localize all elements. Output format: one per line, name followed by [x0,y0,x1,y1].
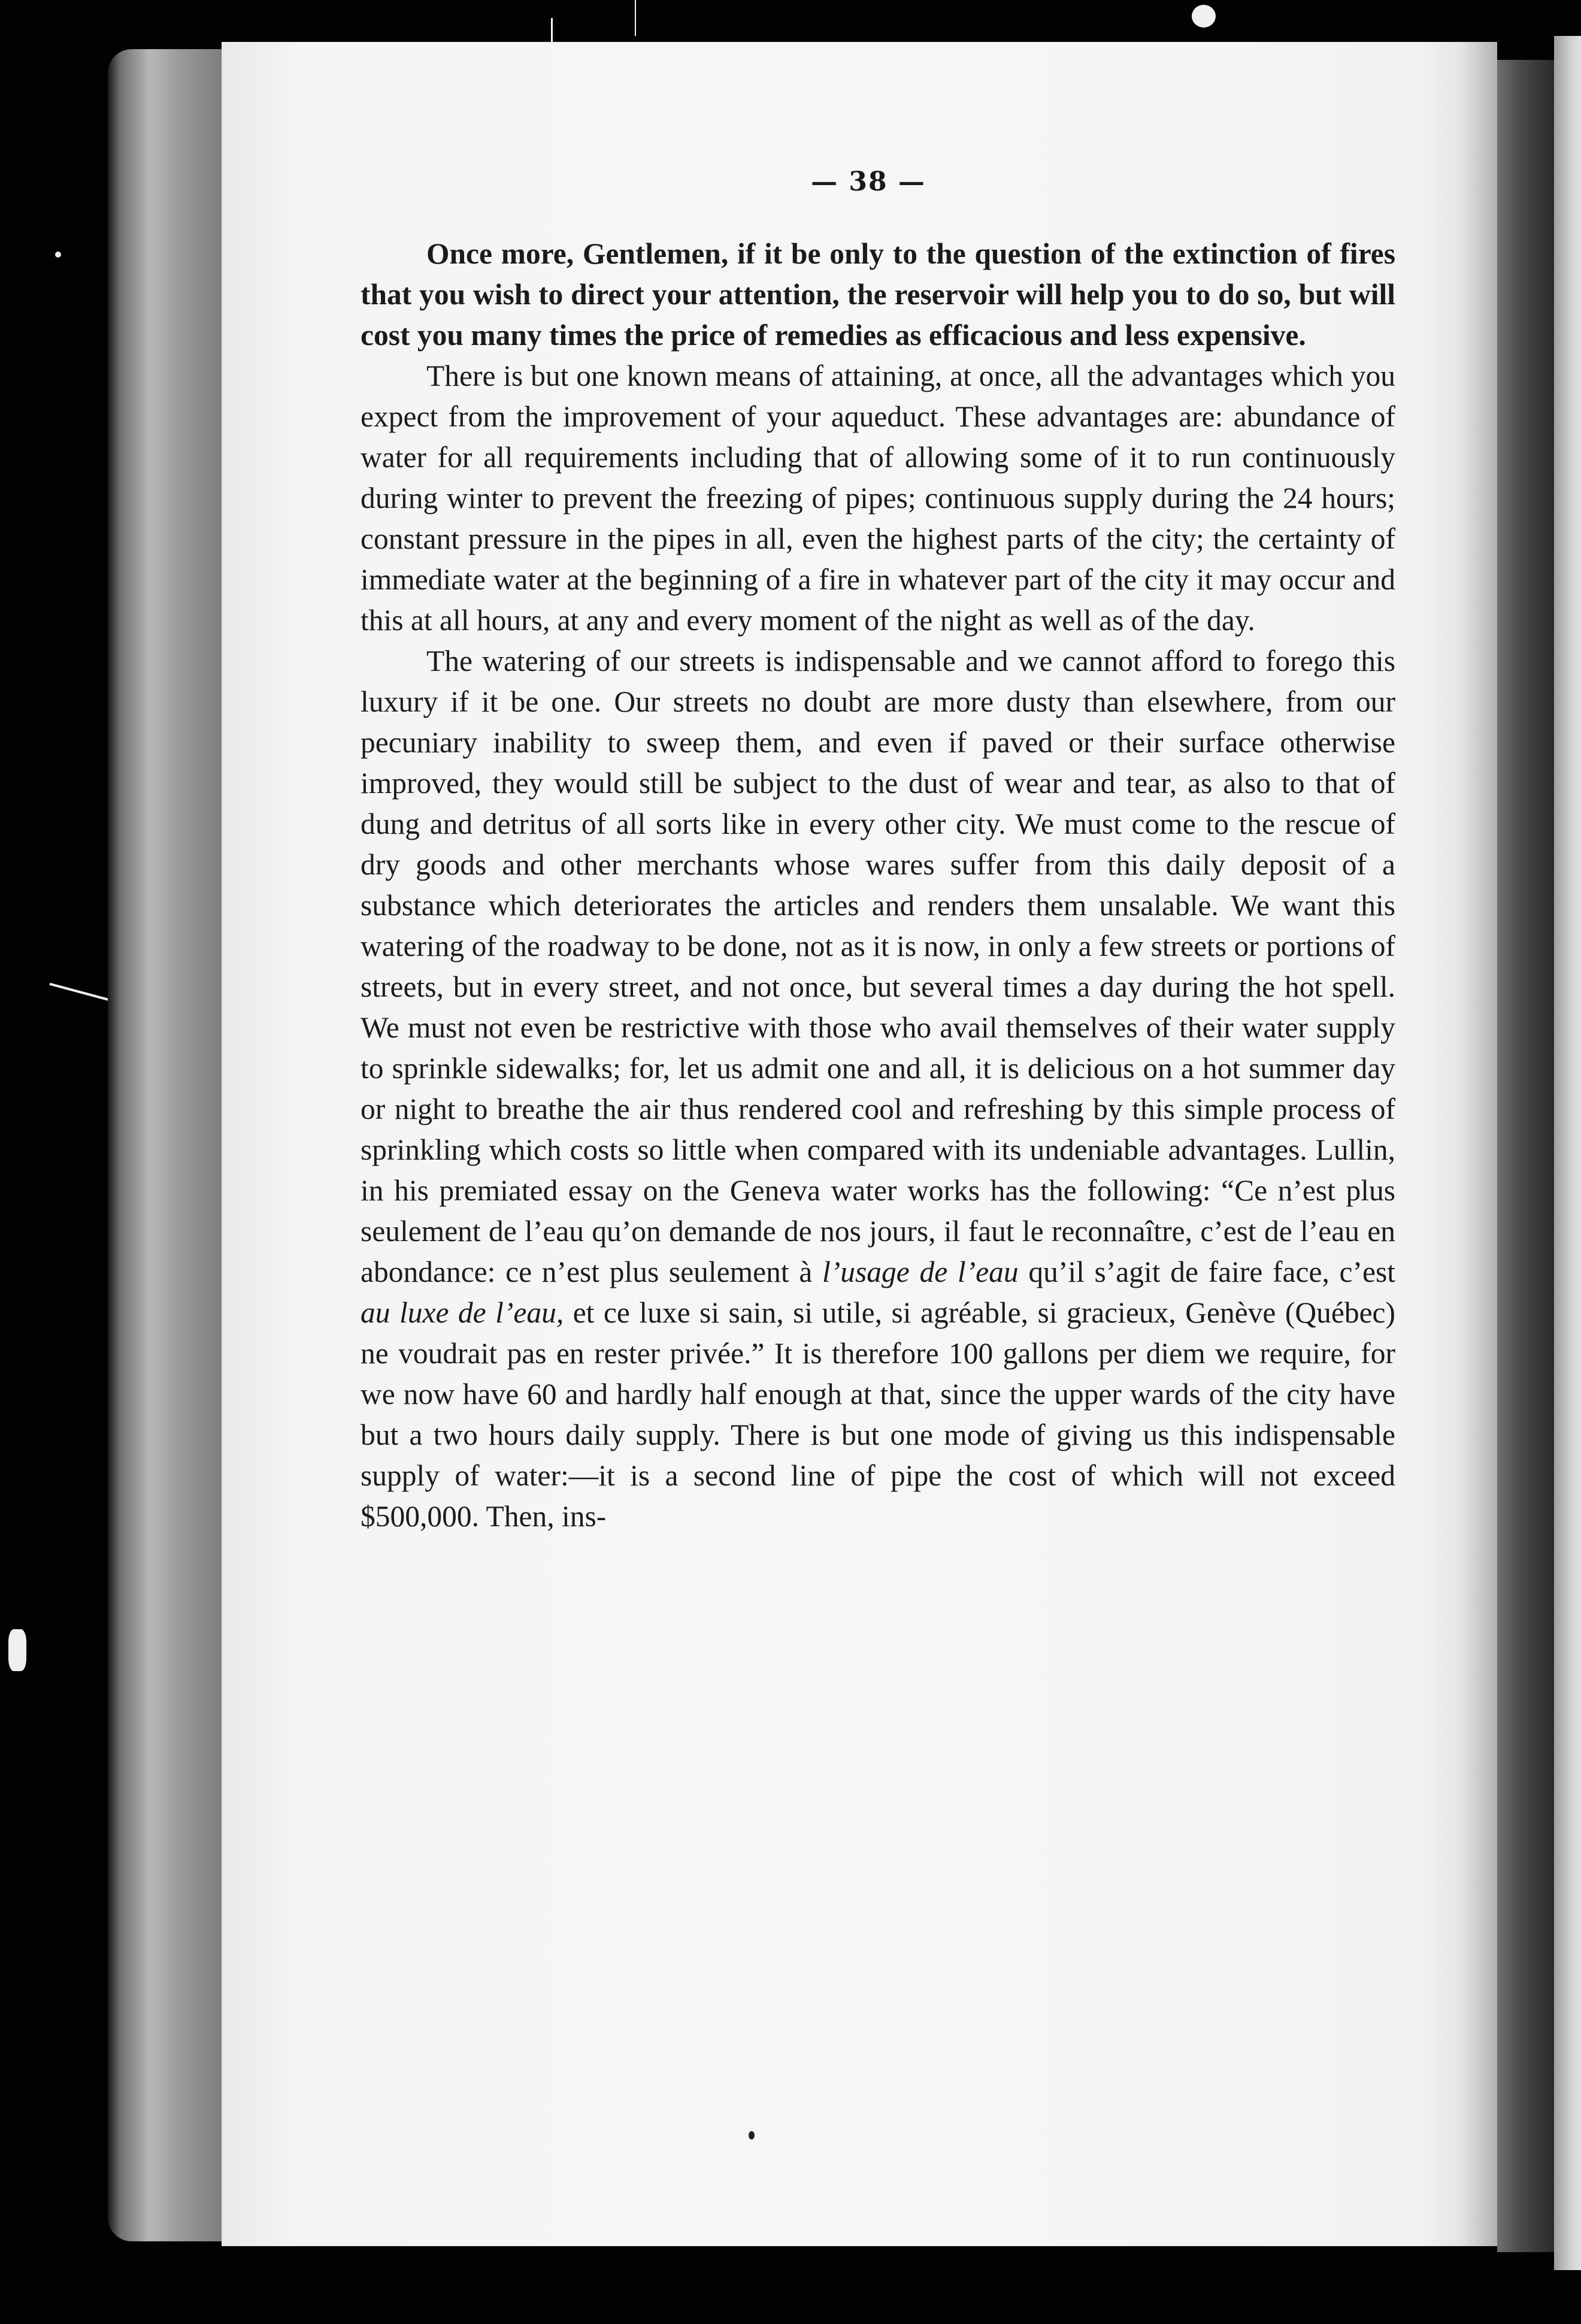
scan-artifact [635,0,636,36]
book-spine-shadow [1497,60,1554,2252]
scan-speck [1192,5,1216,28]
facing-page-edge [1554,36,1581,2270]
paragraph-3-text-b: qu’il s’agit de faire face, c’est [1018,1255,1395,1288]
ink-dot [749,2131,755,2140]
paragraph-3-italic-2: au luxe de l’eau, [361,1296,564,1329]
paragraph-2: There is but one known means of attaining, at once, all the advantages which you expect from the improvement of your aqueduct. These advantages are: abundance of water for all requirements including that of allowing some of it to run continuously during winter to prevent the freezing of pipes; continuous supply during the 24 hours; constant pressure in the pipes in all, even the highest parts of the city; the certainty of immediate water at the beginning of a fire in whatever part of the city it may occur and this at all hours, at any and every moment of the night as well as of the day. [361,359,1395,637]
paragraph-3 [361,641,1395,1537]
page-body-text [361,234,1395,1537]
paragraph-3-text-a: The watering of our streets is indispensable and we cannot afford to forego this luxury if it be one. Our streets no doubt are more dusty than elsewhere, from our pecuniary inability to sweep them, and even if paved or their surface otherwise improved, they would still be subject to the dust of wear and tear, as also to that of dung and detritus of all sorts like in every other city. We must come to the rescue of dry goods and other merchants whose wares suffer from this daily deposit of a substance which deteriorates the articles and renders them unsalable. We want this watering of the roadway to be done, not as it is now, in only a few streets or portions of streets, but in every street, and not once, but several times a day during the hot spell. We must not even be restrictive with those who avail themselves of their water supply to sprinkle sidewalks; for, let us admit one and all, it is delicious on a hot summer day or night to breathe the air thus rendered cool and refreshing by this simple process of sprinkling which costs so little when compared with its undeniable advantages. Lullin, in his premiated essay on the Geneva water works has the following: “Ce n’est plus seulement de l’eau qu’on demande de nos jours, il faut le reconnaître, c’est de l’eau en abondance: ce n’est plus seulement à [361,644,1395,1288]
paragraph-3-text-c: et ce luxe si sain, si utile, si agréable, si gracieux, Genève (Québec) ne voudrait pas en rester privée.” It is therefore 100 gallons per diem we require, for we now have 60 and hardly half enough at that, since the upper wards of the city have but a two hours daily supply. There is but one mode of giving us this indispensable supply of water:—it is a second line of pipe the cost of which will not exceed $500,000. Then, ins- [361,1296,1396,1533]
book-page-edges-left [108,49,228,2241]
scan-artifact [551,18,553,42]
paragraph-1: Once more, Gentlemen, if it be only to the question of the extinction of fires that you wish to direct your attention, the reservoir will help you to do so, but will cost you many times the price of remedies as efficacious and less expensive. [361,237,1395,352]
page-number: — 38 — [811,167,926,197]
page-gutter-shadow [1461,42,1497,2246]
paragraph-3-italic-1: l’usage de l’eau [822,1255,1019,1288]
scan-speck [55,252,61,258]
scan-speck [8,1629,26,1671]
